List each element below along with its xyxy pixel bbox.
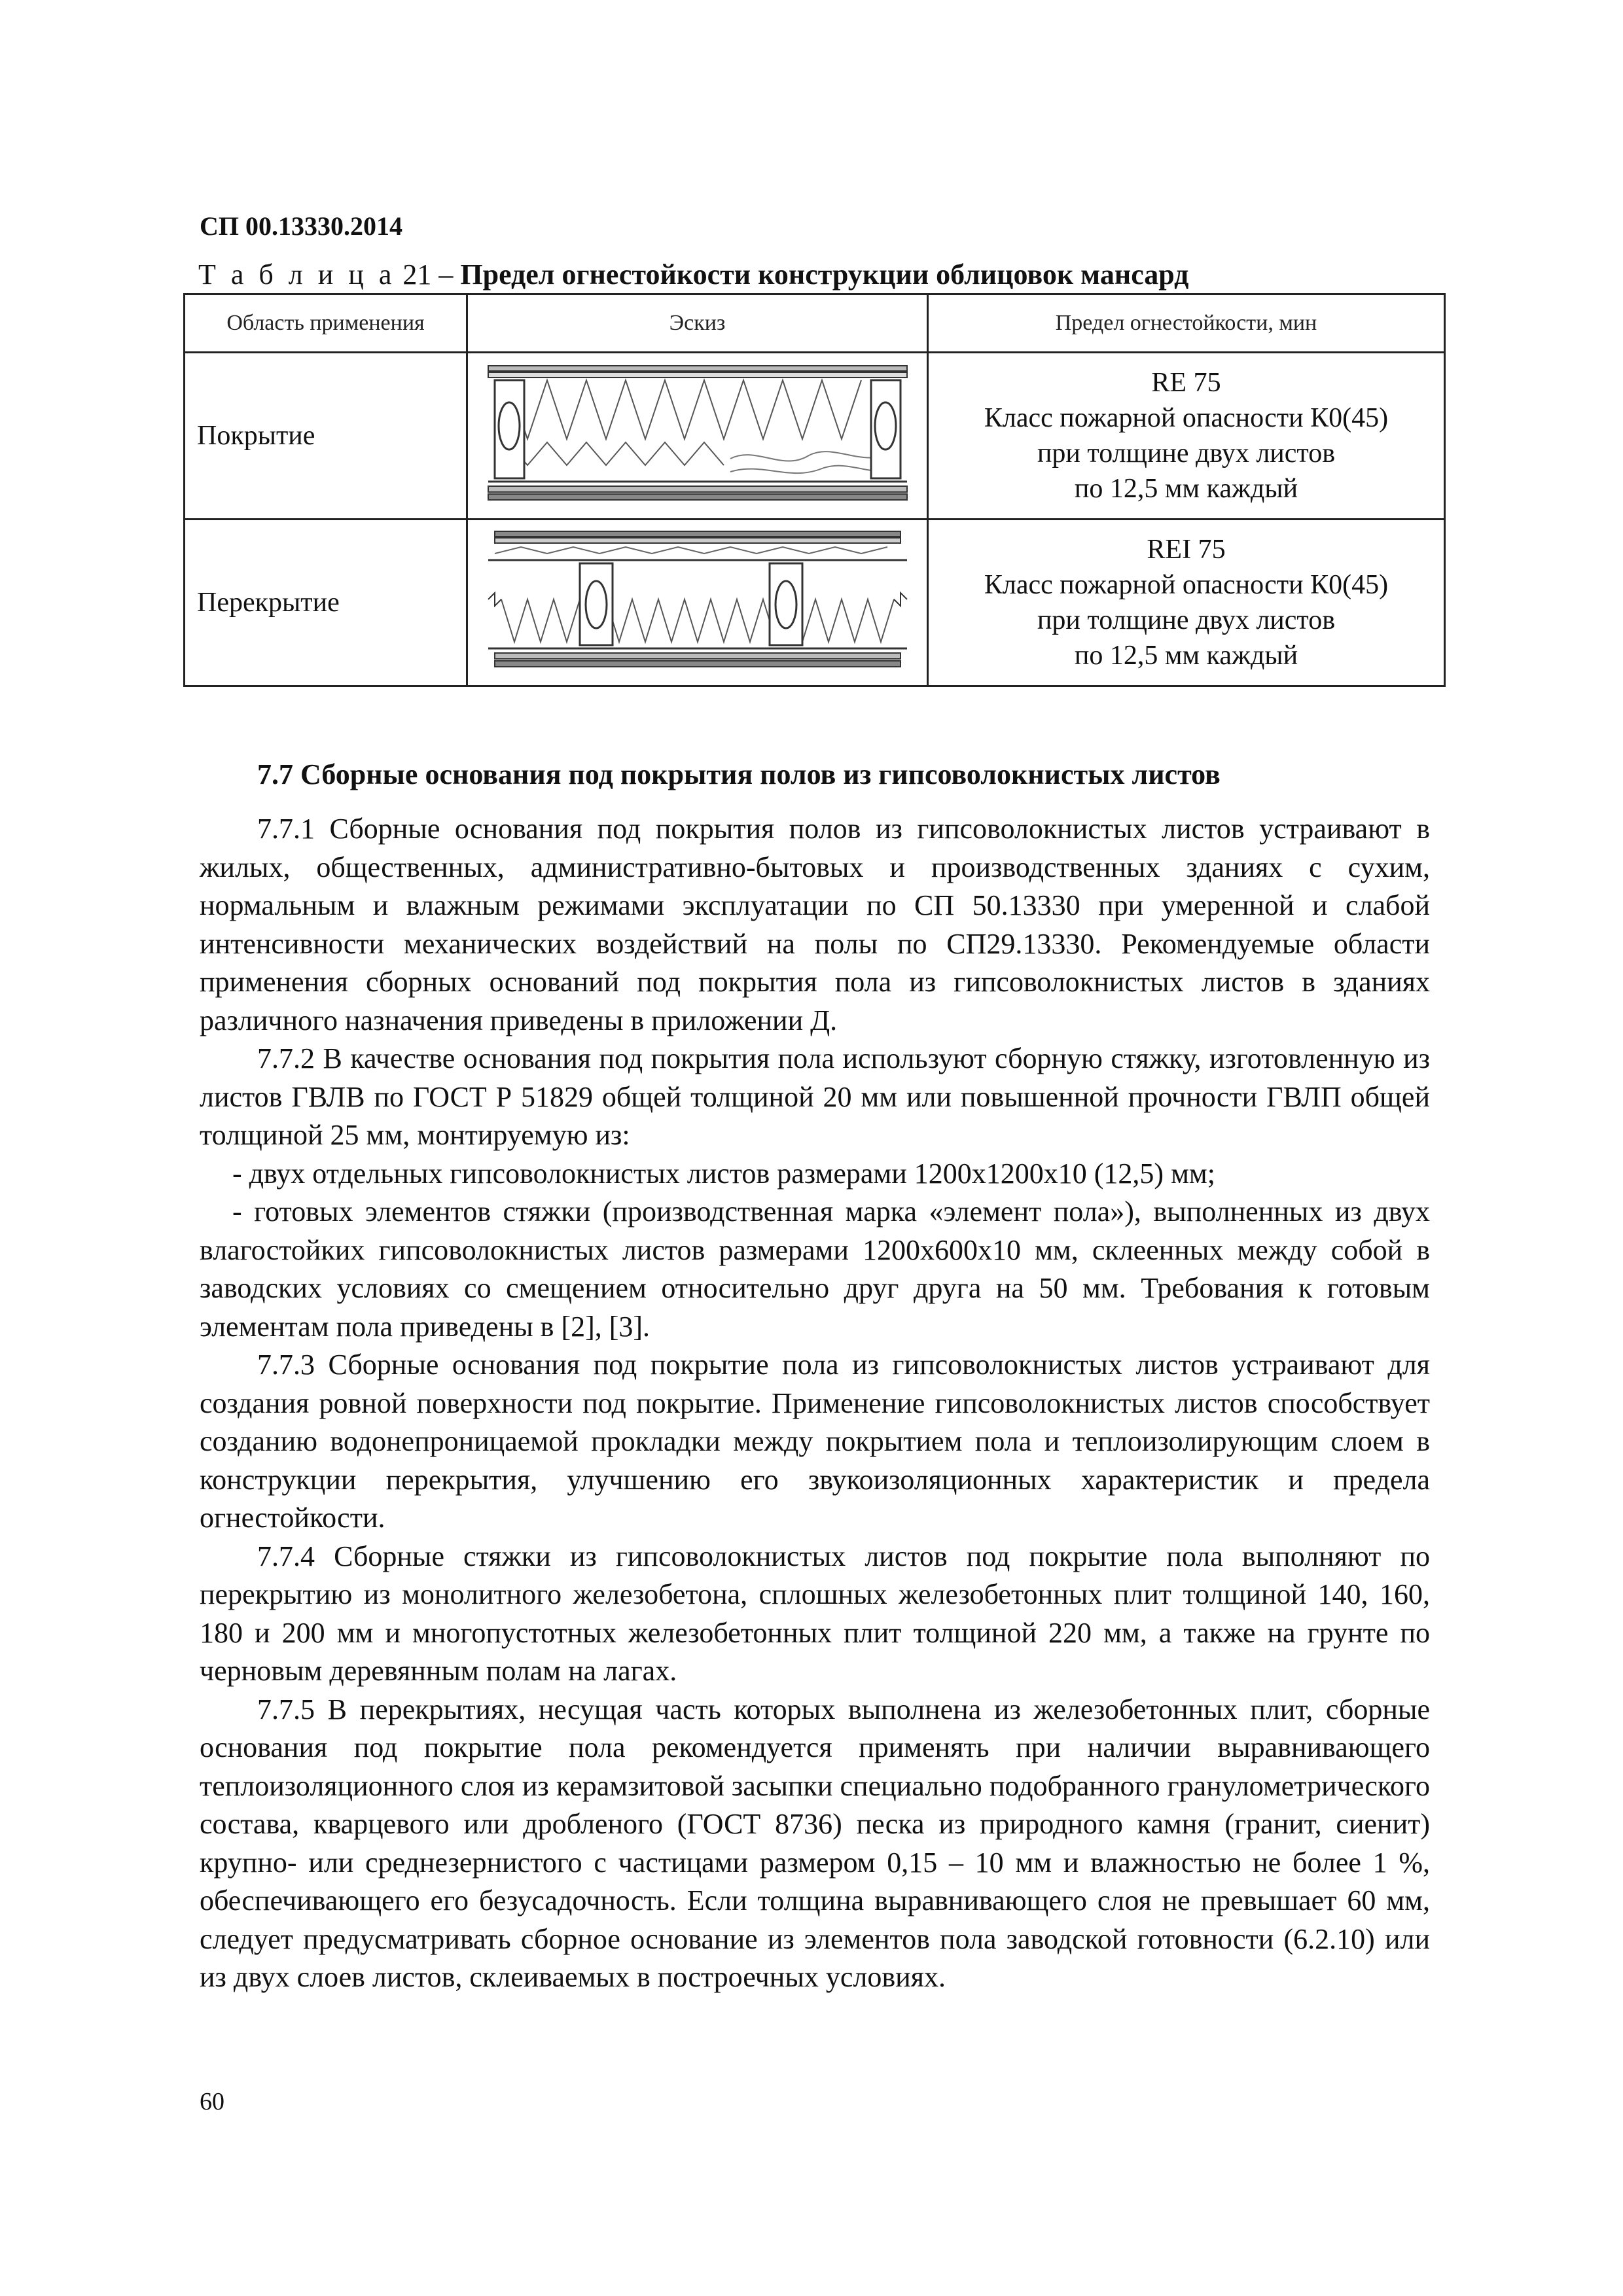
column-header-area: Область применения bbox=[185, 294, 467, 353]
paragraph-7-7-3: 7.7.3 Сборные основания под покрытие пола из гипсоволокнистых листов устраивают для создания ровной поверхности под покрытие. Применение гипсоволокнистых листов способствует созданию водонепроницаемой прокладки между покрытием пола и теплоизолирующим слоем в конструкции перекрытия, улучшению его звукоизоляционных характеристик и предела огнестойкости. bbox=[200, 1349, 1430, 1534]
floor-slab-sketch-icon bbox=[482, 527, 914, 678]
limit-thickness: при толщине двух листов bbox=[1037, 605, 1336, 635]
sketch-cell bbox=[467, 353, 928, 520]
column-header-sketch: Эскиз bbox=[467, 294, 928, 353]
paragraph-7-7-4: 7.7.4 Сборные стяжки из гипсоволокнистых листов под покрытие пола выполняют по перекрытию из монолитного железобетона, сплошных железобетонных плит толщиной 140, 160, 180 и 200 мм и многопустотных железобетонных плит толщиной 220 мм, а также на грунте по черновым деревянным полам на лагах. bbox=[200, 1540, 1430, 1687]
row-area-roof: Покрытие bbox=[185, 353, 467, 520]
limit-thickness: при толщине двух листов bbox=[1037, 438, 1336, 468]
sketch-cell bbox=[467, 520, 928, 686]
limit-value: RE 75 bbox=[1151, 368, 1221, 398]
list-item: - двух отдельных гипсоволокнистых листов размерами 1200х1200х10 (12,5) мм; bbox=[232, 1157, 1215, 1190]
table-row bbox=[185, 520, 1445, 686]
limit-class: Класс пожарной опасности К0(45) bbox=[984, 403, 1389, 433]
table-title bbox=[198, 258, 1188, 291]
section-body bbox=[200, 810, 1430, 1997]
limit-value: REI 75 bbox=[1147, 535, 1226, 565]
fire-resistance-table bbox=[183, 293, 1446, 687]
section-heading: 7.7 Сборные основания под покрытия полов из гипсоволокнистых листов bbox=[257, 758, 1221, 790]
page-number: 60 bbox=[200, 2088, 224, 2115]
row-limit-roof bbox=[928, 353, 1445, 520]
row-area-floor: Перекрытие bbox=[185, 520, 467, 686]
table-header-row bbox=[185, 294, 1445, 353]
table-number: 21 – bbox=[395, 258, 461, 291]
table-row bbox=[185, 353, 1445, 520]
table-caption: Предел огнестойкости конструкции облицовок мансард bbox=[460, 258, 1189, 291]
limit-sheet-size: по 12,5 мм каждый bbox=[1074, 474, 1298, 504]
roof-cladding-sketch-icon bbox=[482, 361, 914, 511]
row-limit-floor bbox=[928, 520, 1445, 686]
paragraph-7-7-5: 7.7.5 В перекрытиях, несущая часть которых выполнена из железобетонных плит, сборные основания под покрытие пола рекомендуется применять при наличии выравнивающего теплоизоляционного слоя из керамзитовой засыпки специально подобранного гранулометрического состава, кварцевого или дробленого (ГОСТ 8736) песка из природного камня (гранит, сиенит) крупно- или среднезернистого с частицами размером 0,15 – 10 мм и влажностью не более 1 %, обеспечивающего его безусадочность. Если толщина выравнивающего слоя не превышает 60 мм, следует предусматривать сборное основание из элементов пола заводской готовности (6.2.10) или из двух слоев листов, склеиваемых в построечных условиях. bbox=[200, 1693, 1430, 1993]
limit-sheet-size: по 12,5 мм каждый bbox=[1074, 641, 1298, 671]
document-code: СП 00.13330.2014 bbox=[200, 211, 402, 241]
paragraph-7-7-2: 7.7.2 В качестве основания под покрытия пола используют сборную стяжку, изготовленную из листов ГВЛВ по ГОСТ Р 51829 общей толщиной 20 мм или повышенной прочности ГВЛП общей толщиной 25 мм, монтируемую из: bbox=[200, 1042, 1430, 1151]
paragraph-7-7-1: 7.7.1 Сборные основания под покрытия полов из гипсоволокнистых листов устраивают в жилых, общественных, административно-бытовых и производственных зданиях с сухим, нормальным и влажным режимами эксплуатации по СП 50.13330 при умеренной и слабой интенсивности механических воздействий на полы по СП29.13330. Рекомендуемые области применения сборных оснований под покрытия пола из гипсоволокнистых листов в зданиях различного назначения приведены в приложении Д. bbox=[200, 813, 1430, 1036]
table-label: Т а б л и ц а bbox=[198, 258, 396, 291]
limit-class: Класс пожарной опасности К0(45) bbox=[984, 570, 1389, 600]
column-header-limit: Предел огнестойкости, мин bbox=[928, 294, 1445, 353]
list-item: - готовых элементов стяжки (производственная марка «элемент пола»), выполненных из двух влагостойких гипсоволокнистых листов размерами 1200х600х10 мм, склеенных между собой в заводских условиях со смещением относительно друг друга на 50 мм. Требования к готовым элементам пола приведены в [2], [3]. bbox=[200, 1195, 1430, 1343]
